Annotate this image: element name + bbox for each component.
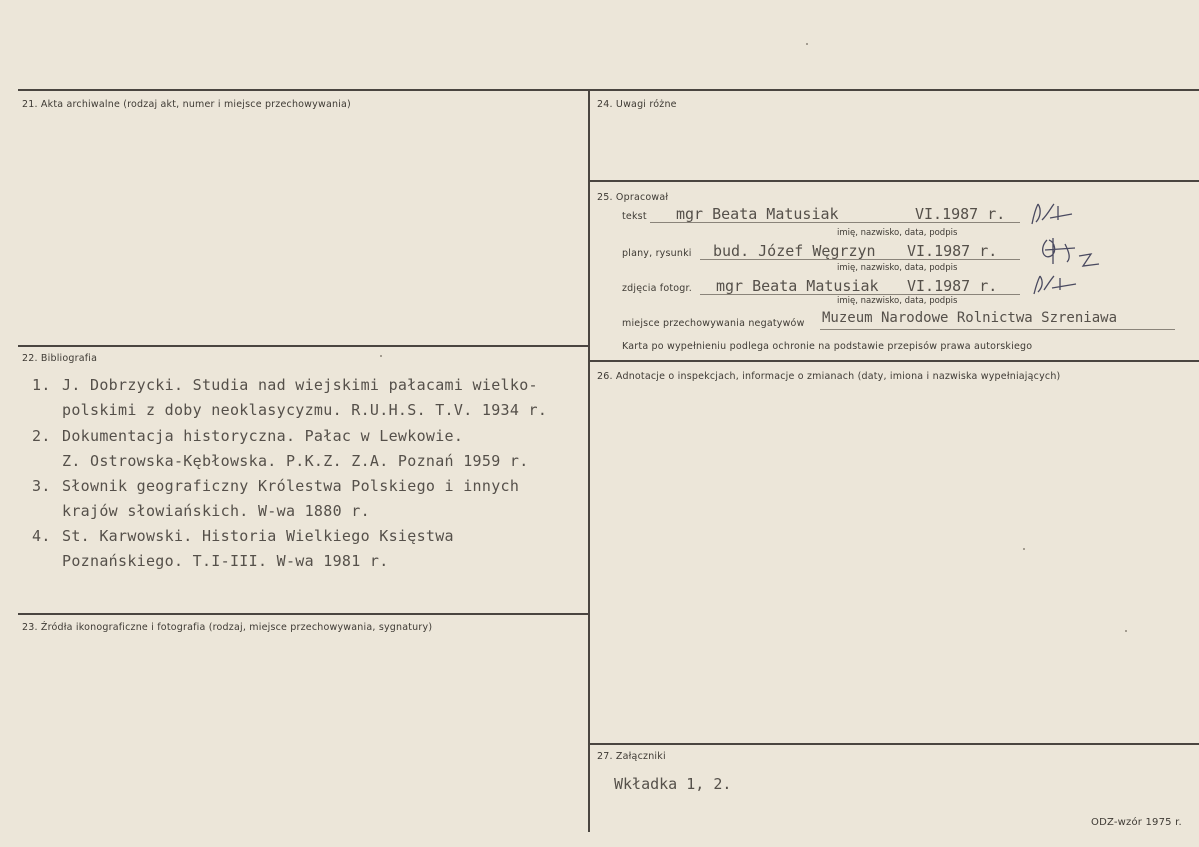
field-plans-date: VI.1987 r. [907,242,998,260]
paper-speck [380,355,382,357]
bib-line-3a: Słownik geograficzny Królestwa Polskiego i innych [62,477,520,495]
field-text-author: mgr Beata Matusiak [676,205,839,223]
divider-21-22 [18,345,588,347]
bib-line-2a: Dokumentacja historyczna. Pałac w Lewkowie. [62,427,464,445]
section-21-label: 21. Akta archiwalne (rodzaj akt, numer i miejsce przechowywania) [22,99,351,110]
signature-3 [1030,272,1080,296]
section-24-label: 24. Uwagi różne [597,99,677,110]
paper-speck [1125,630,1127,632]
bib-line-4a: St. Karwowski. Historia Wielkiego Księstwa [62,527,454,545]
bib-num-2: 2. [32,427,51,445]
divider-25-26 [588,360,1199,362]
negatives-value: Muzeum Narodowe Rolnictwa Szreniawa [822,310,1118,326]
paper-speck [806,43,808,45]
field-text-caption: imię, nazwisko, data, podpis [837,228,958,238]
field-text-label: tekst [622,211,647,222]
bib-num-1: 1. [32,376,51,394]
field-photos-author: mgr Beata Matusiak [716,277,879,295]
field-text-date: VI.1987 r. [915,205,1006,223]
copyright-note: Karta po wypełnieniu podlega ochronie na podstawie przepisów prawa autorskiego [622,341,1033,352]
divider-24-25 [588,180,1199,182]
divider-22-23 [18,613,588,615]
signature-2 [1035,234,1115,270]
field-photos-label: zdjęcia fotogr. [622,283,692,294]
form-id: ODZ-wzór 1975 r. [1091,817,1182,828]
bib-line-1b: polskimi z doby neoklasycyzmu. R.U.H.S. T.V. 1934 r. [62,401,548,419]
field-plans-author: bud. Józef Węgrzyn [713,242,876,260]
section-27-label: 27. Załączniki [597,751,666,762]
bib-line-3b: krajów słowiańskich. W-wa 1880 r. [62,502,370,520]
field-plans-label: plany, rysunki [622,248,692,259]
bib-num-3: 3. [32,477,51,495]
attachments-value: Wkładka 1, 2. [614,775,732,793]
field-photos-date: VI.1987 r. [907,277,998,295]
section-23-label: 23. Źródła ikonograficzne i fotografia (rodzaj, miejsce przechowywania, sygnatury) [22,622,433,633]
bib-line-1a: J. Dobrzycki. Studia nad wiejskimi pałacami wielko- [62,376,538,394]
field-plans-caption: imię, nazwisko, data, podpis [837,263,958,273]
section-22-label: 22. Bibliografia [22,353,98,364]
negatives-underline [820,329,1175,330]
bib-num-4: 4. [32,527,51,545]
paper-speck [1023,548,1025,550]
signature-1 [1028,200,1074,228]
negatives-label: miejsce przechowywania negatywów [622,318,805,329]
section-25-label: 25. Opracował [597,192,669,203]
bib-line-2b: Z. Ostrowska-Kębłowska. P.K.Z. Z.A. Poznań 1959 r. [62,452,529,470]
section-26-label: 26. Adnotacje o inspekcjach, informacje o zmianach (daty, imiona i nazwiska wypełniających) [597,371,1061,382]
top-border [18,89,1199,91]
bib-line-4b: Poznańskiego. T.I-III. W-wa 1981 r. [62,552,389,570]
field-photos-caption: imię, nazwisko, data, podpis [837,296,958,306]
column-divider [588,89,590,832]
divider-26-27 [588,743,1199,745]
